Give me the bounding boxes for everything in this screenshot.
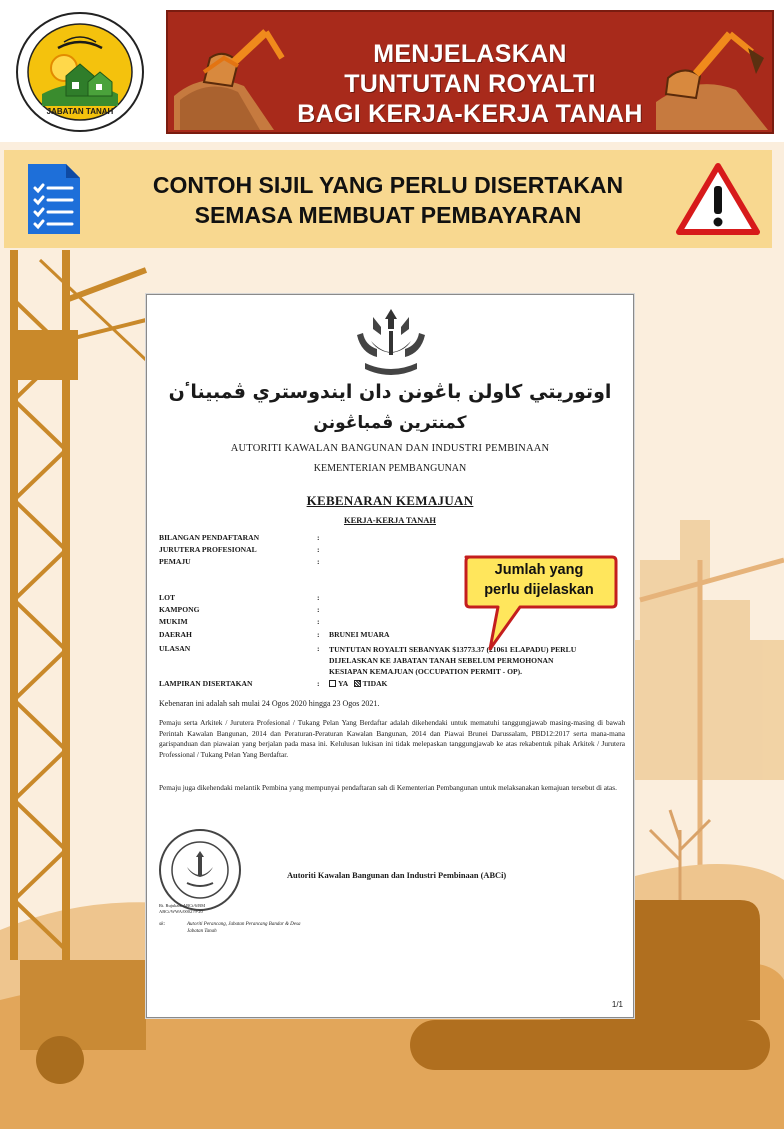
field-label: LAMPIRAN DISERTAKAN xyxy=(159,679,253,688)
field-colon: : xyxy=(317,605,320,614)
reference-line-2: ABCi/WWA/000279-20 xyxy=(159,909,203,914)
field-colon: : xyxy=(317,679,320,688)
field-label: LOT xyxy=(159,593,176,602)
field-bilangan-pendaftaran xyxy=(159,533,629,545)
page-number: 1/1 xyxy=(611,1000,623,1009)
official-stamp-icon xyxy=(157,827,243,913)
certificate-document xyxy=(146,294,634,1018)
copy-to-line-1: Autoriti Perancang, Jabatan Perancang Bandar & Desa xyxy=(187,922,301,927)
certificate-subtitle: KERJA-KERJA TANAH xyxy=(343,515,436,525)
builder-paragraph: Pemaju juga dikehendaki melantik Pembina yang mempunyai pendaftaran sah di Kementerian Pembangunan untuk melaksanakan kemajuan tersebut di atas. xyxy=(159,783,617,792)
subheader-line-2: SEMASA MEMBUAT PEMBAYARAN xyxy=(194,202,582,228)
field-colon: : xyxy=(317,557,320,566)
reference-numbers xyxy=(159,903,205,915)
logo-text: JABATAN TANAH xyxy=(46,107,114,116)
field-colon: : xyxy=(317,617,320,626)
obligations-paragraph: Pemaju serta Arkitek / Jurutera Profesional / Tukang Pelan Yang Berdaftar adalah dikehendaki untuk mematuhi tanggungjawab masing-masing di bawah Perintah Kawalan Bangunan, 2014 dan Peraturan-Peraturan Kawalan Bangunan, 2014 dan Piawai Brunei Darussalam, PBD12:2017 serta mana-mana garispanduan dan piawaian yang berjalan pada masa ini. Kelulusan lukisan ini tidak melepaskan tanggungjawab ke atas rekabentuk pihak Arkitek / Jurutera Professional / Tukang Pelan Yang Berdaftar. xyxy=(159,718,625,759)
field-value: BRUNEI MUARA xyxy=(329,630,390,639)
field-label: KAMPONG xyxy=(159,605,200,614)
title-banner xyxy=(166,10,774,134)
option-ya-label: YA xyxy=(338,679,348,688)
copy-to-line-2: Jabatan Tanah xyxy=(187,929,217,934)
jawi-authority-name: اوتوريتي كاولن باڠونن دان ايندوستري ڤمبيناٴن xyxy=(168,381,612,403)
jabatan-tanah-logo xyxy=(14,10,146,134)
validity-statement: Kebenaran ini adalah sah mulai 24 Ogos 2020 hingga 23 Ogos 2021. xyxy=(159,699,380,708)
banner-line-2: TUNTUTAN ROYALTI xyxy=(344,70,596,98)
callout-line-1: Jumlah yang xyxy=(494,562,584,578)
option-tidak-label: TIDAK xyxy=(362,679,388,688)
field-colon: : xyxy=(317,545,320,554)
field-colon: : xyxy=(317,593,320,602)
field-lampiran-disertakan xyxy=(159,679,629,691)
field-label: BILANGAN PENDAFTARAN xyxy=(159,533,260,542)
checklist-document-icon xyxy=(26,162,82,236)
copy-to-list xyxy=(187,921,300,935)
top-header xyxy=(0,0,784,142)
ulasan-royalty-text: TUNTUTAN ROYALTI SEBANYAK $13773.37 (21061 ELAPADU) PERLU DIJELASKAN KE JABATAN TANAH SEBELUM PERMOHONAN KESIAPAN KEMAJUAN (OCCUPATION PERMIT - OP). xyxy=(329,645,577,676)
field-label: MUKIM xyxy=(159,617,188,626)
field-label: JURUTERA PROFESIONAL xyxy=(159,545,257,554)
crane-cabin xyxy=(18,330,78,380)
banner-line-1: MENJELASKAN xyxy=(373,40,567,68)
banner-line-3: BAGI KERJA-KERJA TANAH xyxy=(297,100,643,128)
brunei-crest-icon xyxy=(351,305,431,377)
ministry-name: KEMENTERIAN PEMBANGUNAN xyxy=(313,463,467,474)
authority-name: AUTORITI KAWALAN BANGUNAN DAN INDUSTRI PEMBINAAN xyxy=(230,443,550,454)
callout-line-2: perlu dijelaskan xyxy=(484,582,594,598)
lampiran-options xyxy=(329,679,387,688)
field-label: DAERAH xyxy=(159,630,192,639)
field-label: PEMAJU xyxy=(159,557,191,566)
reference-line-1: Rt. Rujukan: ABCi/6/BM xyxy=(159,903,206,908)
subheader-band xyxy=(4,150,772,248)
field-colon: : xyxy=(317,630,320,639)
signature-authority: Autoriti Kawalan Bangunan dan Industri Pembinaan (ABCi) xyxy=(287,871,507,880)
field-label: ULASAN xyxy=(159,644,191,653)
subheader-line-1: CONTOH SIJIL YANG PERLU DISERTAKAN xyxy=(152,172,624,198)
checkbox-ya xyxy=(329,680,336,687)
warning-triangle-icon xyxy=(676,162,760,236)
field-colon: : xyxy=(317,644,320,653)
certificate-title: KEBENARAN KEMAJUAN xyxy=(306,493,474,508)
field-colon: : xyxy=(317,533,320,542)
copy-to-label: sk: xyxy=(159,921,166,927)
jawi-ministry-name: كمنترين ڤمباڠونن xyxy=(313,413,467,433)
checkbox-tidak xyxy=(354,680,361,687)
